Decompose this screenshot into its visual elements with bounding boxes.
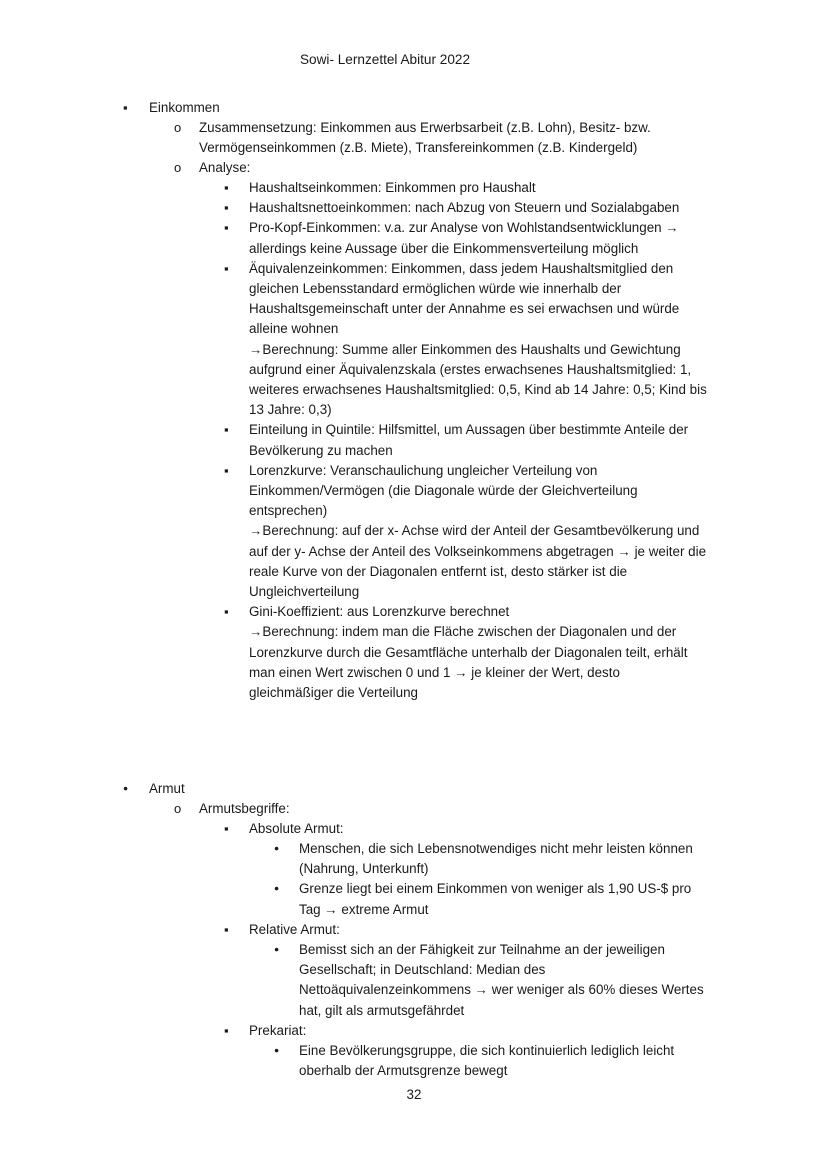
square-bullet-icon [224,1021,229,1041]
text-line: oberhalb der Armutsgrenze bewegt [299,1063,508,1079]
square-bullet-icon [224,198,229,218]
square-bullet-icon [224,178,229,198]
text-line: Gesellschaft; in Deutschland: Median des [299,962,546,978]
relative-armut-label: Relative Armut: [249,922,340,937]
page-header-title: Sowi- Lernzettel Abitur 2022 [299,52,471,67]
text-line: Tag → extreme Armut [299,901,429,917]
page-number: 32 [406,1087,422,1102]
list-item [224,461,707,602]
analyse-item [174,158,250,178]
text-line: hat, gilt als armutsgefährdet [299,1002,465,1018]
text-line: alleine wohnen [249,321,339,337]
list-item [274,940,704,1021]
absolute-armut-list [274,839,693,920]
text-line: entsprechen) [249,503,328,519]
text-line: aufgrund einer Äquivalenzskala (erstes erwachsenes Haushaltsmitglied: 1, [249,361,692,377]
text-line: Haushaltseinkommen: Einkommen pro Haushalt [249,180,536,195]
text-line: gleichmäßiger die Verteilung [249,685,418,701]
square-bullet-icon [224,920,229,940]
dot-bullet-icon [274,1041,279,1062]
text-line: Haushaltsnettoeinkommen: nach Abzug von Steuern und Sozialabgaben [249,200,680,216]
text-line: Eine Bevölkerungsgruppe, die sich kontinuierlich lediglich leicht [299,1043,675,1058]
list-item [274,839,693,879]
list-item [224,198,707,218]
armutsbegriffe-item [174,799,290,819]
text-line: auf der y- Achse der Anteil des Volkseinkommens abgetragen → je weiter die [249,543,707,559]
section-heading: Einkommen [149,100,220,115]
text-line: allerdings keine Aussage über die Einkommensverteilung möglich [249,240,639,256]
prekariat-list [274,1041,674,1081]
dot-bullet-icon [274,839,279,860]
square-bullet-icon [224,461,229,481]
text-line: Haushaltsgemeinschaft unter der Annahme es sei erwachsen und würde [249,301,680,317]
list-item [274,879,693,919]
square-bullet-icon [224,602,229,622]
section-heading: Armut [149,781,185,796]
text-line: Grenze liegt bei einem Einkommen von weniger als 1,90 US-$ pro [299,881,692,897]
text-line: Einkommen/Vermögen (die Diagonale würde der Gleichverteilung [249,483,638,499]
absolute-armut-item [224,819,344,839]
text-line: gleichen Lebensstandard ermöglichen würde wie innerhalb der [249,281,622,297]
text-line: →Berechnung: Summe aller Einkommen des Haushalts und Gewichtung [249,341,681,357]
list-item [224,178,707,198]
list-item [274,1041,674,1081]
text-line: 13 Jahre: 0,3) [249,402,332,418]
prekariat-item [224,1021,306,1041]
list-item [224,420,707,460]
analyse-list [224,178,707,703]
analyse-label: Analyse: [199,160,251,175]
text-line: Zusammensetzung: Einkommen aus Erwerbsarbeit (z.B. Lohn), Besitz- bzw. [199,120,651,135]
text-line: Nettoäquivalenzeinkommens → wer weniger als 60% dieses Wertes [299,982,704,998]
list-item [224,602,707,703]
circle-bullet-icon [174,799,181,819]
square-bullet-icon [224,819,229,839]
dot-bullet-icon [274,879,279,900]
relative-armut-item [224,920,340,940]
text-line: Vermögenseinkommen (z.B. Miete), Transfereinkommen (z.B. Kindergeld) [199,140,638,156]
text-line: →Berechnung: auf der x- Achse wird der Anteil der Gesamtbevölkerung und [249,523,700,539]
text-line: (Nahrung, Unterkunft) [299,861,429,877]
absolute-armut-label: Absolute Armut: [249,821,344,836]
dot-bullet-icon [274,940,279,961]
square-bullet-icon [224,218,229,238]
text-line: →Berechnung: indem man die Fläche zwischen der Diagonalen und der [249,624,677,640]
circle-bullet-icon [174,118,181,138]
prekariat-label: Prekariat: [249,1023,307,1038]
text-line: Einteilung in Quintile: Hilfsmittel, um Aussagen über bestimmte Anteile der [249,422,689,438]
square-bullet-icon [123,98,128,118]
text-line: Bevölkerung zu machen [249,442,393,458]
text-line: Ungleichverteilung [249,584,360,600]
text-line: weiteres erwachsenes Haushaltsmitglied: 0,5, Kind ab 14 Jahre: 0,5; Kind bis [249,382,707,398]
text-line: Äquivalenzeinkommen: Einkommen, dass jedem Haushaltsmitglied den [249,260,674,276]
text-line: reale Kurve von der Diagonalen entfernt ist, desto stärker ist die [249,563,628,579]
relative-armut-list [274,940,704,1021]
section-einkommen [123,98,220,118]
dot-bullet-icon [123,779,128,800]
square-bullet-icon [224,259,229,279]
list-item [224,218,707,258]
text-line: Pro-Kopf-Einkommen: v.a. zur Analyse von Wohlstandsentwicklungen → [249,220,679,236]
text-line: Bemisst sich an der Fähigkeit zur Teilnahme an der jeweiligen [299,942,665,957]
list-item [224,259,707,421]
circle-bullet-icon [174,158,181,178]
text-line: man einen Wert zwischen 0 und 1 → je kleiner der Wert, desto [249,664,620,680]
zusammensetzung-item [174,118,651,158]
text-line: Menschen, die sich Lebensnotwendiges nicht mehr leisten können [299,841,693,856]
square-bullet-icon [224,420,229,440]
armutsbegriffe-label: Armutsbegriffe: [199,801,290,816]
text-line: Lorenzkurve: Veranschaulichung ungleicher Verteilung von [249,462,598,478]
section-armut [123,779,185,799]
text-line: Lorenzkurve durch die Gesamtfläche unterhalb der Diagonalen teilt, erhält [249,644,688,660]
text-line: Gini-Koeffizient: aus Lorenzkurve berechnet [249,604,510,620]
